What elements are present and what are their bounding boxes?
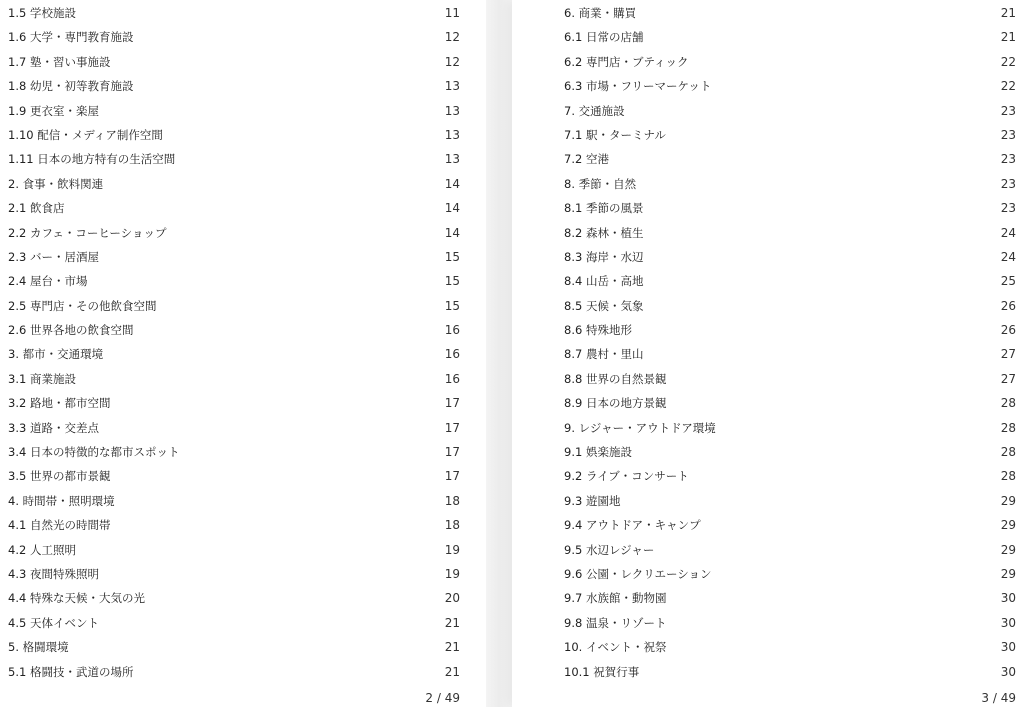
toc-entry-title: 10.1 祝賀行事 (564, 664, 640, 679)
toc-entry-title: 9.1 娯楽施設 (564, 445, 632, 460)
toc-entry-title: 8.6 特殊地形 (564, 323, 632, 338)
toc-entry-page: 13 (444, 79, 460, 94)
toc-entry-page: 21 (1000, 6, 1016, 20)
toc-entry[interactable] (512, 586, 1024, 610)
toc-entry-title: 2. 食事・飲料関連 (8, 176, 104, 191)
toc-entry-title: 10. イベント・祝祭 (564, 640, 667, 655)
toc-entry-page: 22 (1000, 54, 1016, 69)
toc-entry-page: 29 (1000, 493, 1016, 508)
toc-entry-title: 2.3 バー・居酒屋 (8, 249, 99, 264)
toc-entry-page: 22 (1000, 79, 1016, 94)
toc-entry-title: 8.9 日本の地方景観 (564, 396, 667, 411)
toc-entry[interactable] (512, 391, 1024, 415)
toc-entry[interactable] (0, 221, 486, 245)
toc-entry-title: 9.6 公園・レクリエーション (564, 566, 712, 581)
toc-entry-title: 9.3 遊園地 (564, 493, 621, 508)
toc-entry-page: 27 (1000, 347, 1016, 362)
toc-entry-title: 4.2 人工照明 (8, 542, 76, 557)
toc-entry-page: 29 (1000, 542, 1016, 557)
toc-entry[interactable] (512, 513, 1024, 537)
toc-entry-title: 1.9 更衣室・楽屋 (8, 103, 99, 118)
toc-entry-title: 4.1 自然光の時間帯 (8, 518, 111, 533)
toc-entry-title: 1.8 幼児・初等教育施設 (8, 79, 134, 94)
toc-entry-title: 9.8 温泉・リゾート (564, 615, 667, 630)
toc-entry-title: 1.5 学校施設 (8, 6, 76, 20)
toc-entry-page: 21 (1000, 30, 1016, 45)
toc-entry-title: 9.5 水辺レジャー (564, 542, 655, 557)
toc-entry-page: 19 (444, 566, 460, 581)
page-number-left: 2 / 49 (425, 691, 460, 705)
toc-entry-title: 2.4 屋台・市場 (8, 274, 88, 289)
toc-entry-title: 4.4 特殊な天候・大気の光 (8, 591, 145, 606)
toc-list-right (512, 1, 1024, 684)
toc-entry-title: 3.1 商業施設 (8, 371, 76, 386)
toc-entry[interactable] (0, 513, 486, 537)
toc-entry[interactable] (512, 440, 1024, 464)
toc-entry-page: 13 (444, 127, 460, 142)
toc-entry-page: 13 (444, 103, 460, 118)
toc-entry[interactable] (512, 221, 1024, 245)
toc-entry-page: 26 (1000, 298, 1016, 313)
toc-entry-title: 3.2 路地・都市空間 (8, 396, 111, 411)
toc-entry[interactable] (512, 123, 1024, 147)
toc-entry-title: 1.10 配信・メディア制作空間 (8, 127, 163, 142)
toc-entry-title: 9.2 ライブ・コンサート (564, 469, 689, 484)
toc-entry-title: 2.2 カフェ・コーヒーショップ (8, 225, 167, 240)
toc-entry-page: 24 (1000, 249, 1016, 264)
toc-entry-page: 17 (444, 396, 460, 411)
toc-entry-page: 25 (1000, 274, 1016, 289)
toc-entry[interactable] (0, 196, 486, 220)
toc-entry[interactable] (0, 318, 486, 342)
toc-entry[interactable] (512, 1, 1024, 25)
toc-entry-title: 3. 都市・交通環境 (8, 347, 104, 362)
toc-entry-page: 17 (444, 469, 460, 484)
toc-list-left (0, 1, 486, 684)
toc-entry-page: 21 (444, 615, 460, 630)
toc-entry-title: 8.3 海岸・水辺 (564, 249, 644, 264)
toc-entry-title: 6.2 専門店・ブティック (564, 54, 689, 69)
toc-entry[interactable] (512, 538, 1024, 562)
toc-entry-title: 8.4 山岳・高地 (564, 274, 644, 289)
toc-entry-page: 26 (1000, 323, 1016, 338)
page-number-right: 3 / 49 (981, 691, 1016, 705)
toc-entry-page: 17 (444, 420, 460, 435)
toc-entry-page: 11 (444, 6, 460, 20)
toc-entry-title: 6.3 市場・フリーマーケット (564, 79, 712, 94)
toc-entry-title: 4. 時間帯・照明環境 (8, 493, 115, 508)
toc-entry-page: 29 (1000, 518, 1016, 533)
toc-entry-page: 28 (1000, 469, 1016, 484)
toc-page-right (512, 0, 1024, 707)
toc-entry[interactable] (0, 123, 486, 147)
toc-entry-page: 14 (444, 225, 460, 240)
toc-entry[interactable] (0, 99, 486, 123)
toc-entry-page: 17 (444, 445, 460, 460)
toc-entry-title: 9. レジャー・アウトドア環境 (564, 420, 716, 435)
toc-entry-page: 21 (444, 640, 460, 655)
toc-entry-page: 30 (1000, 664, 1016, 679)
toc-entry-title: 3.3 道路・交差点 (8, 420, 99, 435)
toc-entry[interactable] (512, 562, 1024, 586)
toc-entry-page: 12 (444, 54, 460, 69)
toc-entry[interactable] (0, 294, 486, 318)
toc-entry[interactable] (512, 294, 1024, 318)
toc-entry[interactable] (0, 25, 486, 49)
toc-entry-title: 2.6 世界各地の飲食空間 (8, 323, 134, 338)
toc-entry-page: 13 (444, 152, 460, 167)
toc-entry[interactable] (512, 196, 1024, 220)
toc-entry-page: 23 (1000, 103, 1016, 118)
toc-entry-title: 7.1 駅・ターミナル (564, 127, 666, 142)
toc-entry[interactable] (512, 660, 1024, 684)
toc-entry-title: 5. 格闘環境 (8, 640, 69, 655)
toc-entry[interactable] (0, 611, 486, 635)
toc-entry-page: 15 (444, 249, 460, 264)
toc-entry-page: 18 (444, 518, 460, 533)
toc-entry-page: 16 (444, 347, 460, 362)
toc-entry[interactable] (0, 440, 486, 464)
toc-entry-page: 28 (1000, 396, 1016, 411)
toc-entry[interactable] (0, 50, 486, 74)
toc-entry-title: 8.5 天候・気象 (564, 298, 644, 313)
toc-entry[interactable] (0, 562, 486, 586)
toc-entry-page: 14 (444, 201, 460, 216)
toc-entry-title: 8.1 季節の風景 (564, 201, 644, 216)
toc-entry[interactable] (512, 367, 1024, 391)
toc-entry-page: 30 (1000, 615, 1016, 630)
toc-entry[interactable] (512, 99, 1024, 123)
toc-entry[interactable] (0, 391, 486, 415)
toc-entry-title: 8.8 世界の自然景観 (564, 371, 667, 386)
toc-entry[interactable] (0, 147, 486, 171)
toc-entry-page: 24 (1000, 225, 1016, 240)
toc-entry-title: 2.5 専門店・その他飲食空間 (8, 298, 157, 313)
toc-entry-page: 28 (1000, 420, 1016, 435)
toc-entry[interactable] (512, 318, 1024, 342)
toc-entry-page: 14 (444, 176, 460, 191)
toc-entry-page: 18 (444, 493, 460, 508)
toc-entry-page: 15 (444, 274, 460, 289)
toc-entry-page: 28 (1000, 445, 1016, 460)
toc-entry-title: 3.4 日本の特徴的な都市スポット (8, 445, 180, 460)
toc-entry[interactable] (0, 269, 486, 293)
toc-entry[interactable] (512, 464, 1024, 488)
toc-entry-page: 30 (1000, 591, 1016, 606)
toc-entry-title: 5.1 格闘技・武道の場所 (8, 664, 134, 679)
toc-entry-page: 15 (444, 298, 460, 313)
toc-entry-page: 23 (1000, 176, 1016, 191)
toc-entry[interactable] (512, 50, 1024, 74)
toc-entry-title: 8. 季節・自然 (564, 176, 637, 191)
toc-entry-page: 23 (1000, 201, 1016, 216)
toc-entry[interactable] (512, 489, 1024, 513)
toc-entry-page: 23 (1000, 152, 1016, 167)
toc-entry-title: 1.6 大学・専門教育施設 (8, 30, 134, 45)
toc-entry-title: 4.5 天体イベント (8, 615, 99, 630)
toc-entry-page: 20 (444, 591, 460, 606)
toc-entry-page: 21 (444, 664, 460, 679)
toc-entry[interactable] (0, 416, 486, 440)
toc-entry-page: 23 (1000, 127, 1016, 142)
toc-entry[interactable] (512, 147, 1024, 171)
toc-entry[interactable] (512, 74, 1024, 98)
toc-entry[interactable] (0, 660, 486, 684)
page-gutter (486, 0, 512, 707)
toc-entry-page: 29 (1000, 566, 1016, 581)
toc-entry[interactable] (0, 586, 486, 610)
toc-entry[interactable] (0, 635, 486, 659)
toc-entry[interactable] (0, 1, 486, 25)
toc-entry-title: 4.3 夜間特殊照明 (8, 566, 99, 581)
toc-entry-title: 9.4 アウトドア・キャンプ (564, 518, 701, 533)
toc-page-left (0, 0, 486, 707)
toc-entry-title: 6.1 日常の店舗 (564, 30, 644, 45)
toc-entry[interactable] (512, 611, 1024, 635)
toc-entry[interactable] (512, 342, 1024, 366)
toc-entry-title: 9.7 水族館・動物園 (564, 591, 667, 606)
toc-entry[interactable] (0, 489, 486, 513)
toc-entry[interactable] (0, 74, 486, 98)
toc-entry[interactable] (512, 25, 1024, 49)
toc-entry-title: 7. 交通施設 (564, 103, 625, 118)
toc-entry[interactable] (0, 538, 486, 562)
toc-entry-page: 27 (1000, 371, 1016, 386)
toc-entry-title: 2.1 飲食店 (8, 201, 65, 216)
toc-entry[interactable] (512, 245, 1024, 269)
toc-entry-title: 1.7 塾・習い事施設 (8, 54, 111, 69)
toc-entry[interactable] (0, 367, 486, 391)
toc-entry-title: 3.5 世界の都市景観 (8, 469, 111, 484)
toc-entry-page: 16 (444, 323, 460, 338)
toc-entry-title: 8.7 農村・里山 (564, 347, 644, 362)
toc-entry-title: 6. 商業・購買 (564, 6, 637, 20)
toc-entry[interactable] (512, 269, 1024, 293)
toc-entry[interactable] (512, 172, 1024, 196)
toc-entry[interactable] (512, 635, 1024, 659)
toc-entry-title: 7.2 空港 (564, 152, 609, 167)
toc-entry[interactable] (0, 342, 486, 366)
toc-entry-page: 30 (1000, 640, 1016, 655)
toc-entry[interactable] (0, 464, 486, 488)
toc-entry-page: 19 (444, 542, 460, 557)
toc-entry-title: 8.2 森林・植生 (564, 225, 644, 240)
toc-entry[interactable] (0, 172, 486, 196)
toc-entry-title: 1.11 日本の地方特有の生活空間 (8, 152, 176, 167)
toc-entry[interactable] (512, 416, 1024, 440)
toc-entry-page: 16 (444, 371, 460, 386)
toc-entry-page: 12 (444, 30, 460, 45)
toc-entry[interactable] (0, 245, 486, 269)
